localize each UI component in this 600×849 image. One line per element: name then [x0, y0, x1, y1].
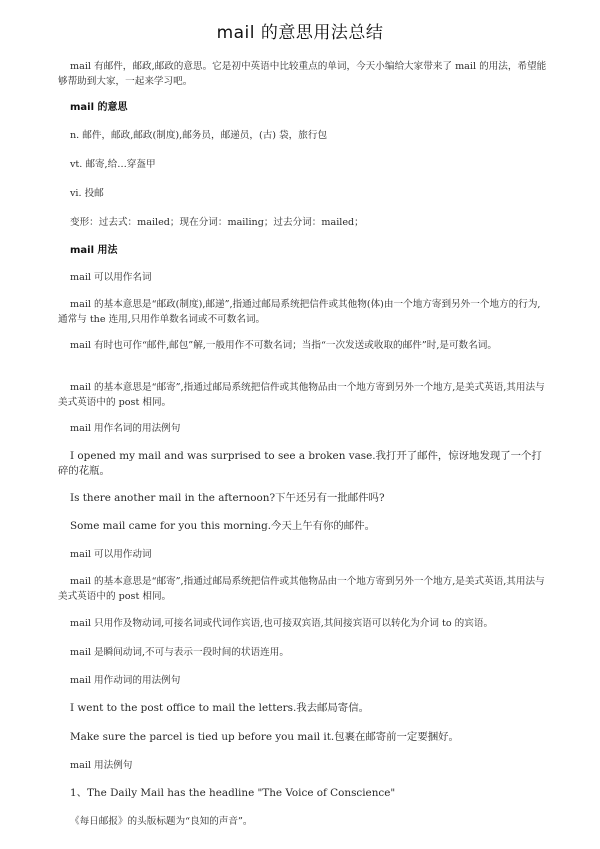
noun-example: Some mail came for you this morning.今天上午有你的邮件。 — [70, 520, 375, 532]
final-example-translation: 《每日邮报》的头版标题为“良知的声音”。 — [70, 816, 253, 827]
noun-paragraph: mail 的基本意思是“邮寄”,指通过邮局系统把信件或其他物品由一个地方寄到另外一个地方,是美式英语,其用法与美式英语中的 post 相同。 — [58, 382, 545, 408]
final-example: 1、The Daily Mail has the headline "The Voice of Conscience" — [70, 787, 396, 799]
verb-paragraph: mail 的基本意思是“邮寄”,指通过邮局系统把信件或其他物品由一个地方寄到另外一个地方,是美式英语,其用法与美式英语中的 post 相同。 — [58, 576, 545, 602]
verb-example: I went to the post office to mail the letters.我去邮局寄信。 — [70, 702, 369, 714]
page-title: mail 的意思用法总结 — [216, 23, 384, 43]
verb-examples-heading: mail 用作动词的用法例句 — [70, 675, 181, 686]
verb-paragraph: mail 只用作及物动词,可接名词或代词作宾语,也可接双宾语,其间接宾语可以转化为介词 to 的宾语。 — [70, 618, 494, 629]
meaning-forms: 变形：过去式：mailed；现在分词：mailing；过去分词：mailed； — [70, 217, 364, 228]
meaning-heading: mail 的意思 — [70, 102, 128, 113]
meaning-vi: vi. 投邮 — [70, 188, 104, 199]
noun-paragraph: mail 的基本意思是“邮政(制度),邮递”,指通过邮局系统把信件或其他物(体)由一个地方寄到另外一个地方的行为,通常与 the 连用,只用作单数名词或不可数名词。 — [58, 299, 541, 325]
meaning-vt: vt. 邮寄,给…穿盔甲 — [70, 159, 156, 170]
noun-paragraph: mail 有时也可作“邮件,邮包”解,一般用作不可数名词；当指“一次发送或收取的邮件”时,是可数名词。 — [70, 340, 497, 351]
usage-heading: mail 用法 — [70, 245, 118, 256]
noun-examples-heading: mail 用作名词的用法例句 — [70, 423, 181, 434]
examples-heading: mail 用法例句 — [70, 760, 133, 771]
verb-heading: mail 可以用作动词 — [70, 549, 152, 560]
verb-paragraph: mail 是瞬间动词,不可与表示一段时间的状语连用。 — [70, 647, 289, 658]
noun-example: I opened my mail and was surprised to see a broken vase.我打开了邮件，惊讶地发现了一个打碎的花瓶。 — [58, 450, 542, 477]
meaning-noun: n. 邮件，邮政,邮政(制度),邮务员，邮递员，(古) 袋，旅行包 — [70, 130, 328, 141]
noun-example: Is there another mail in the afternoon?下午还另有一批邮件吗? — [70, 492, 385, 504]
noun-heading: mail 可以用作名词 — [70, 272, 152, 283]
verb-example: Make sure the parcel is tied up before you mail it.包裹在邮寄前一定要捆好。 — [70, 731, 459, 743]
intro-paragraph: mail 有邮件，邮政,邮政的意思。它是初中英语中比较重点的单词，今天小编给大家带来了 mail 的用法，希望能够帮助到大家，一起来学习吧。 — [58, 61, 547, 87]
